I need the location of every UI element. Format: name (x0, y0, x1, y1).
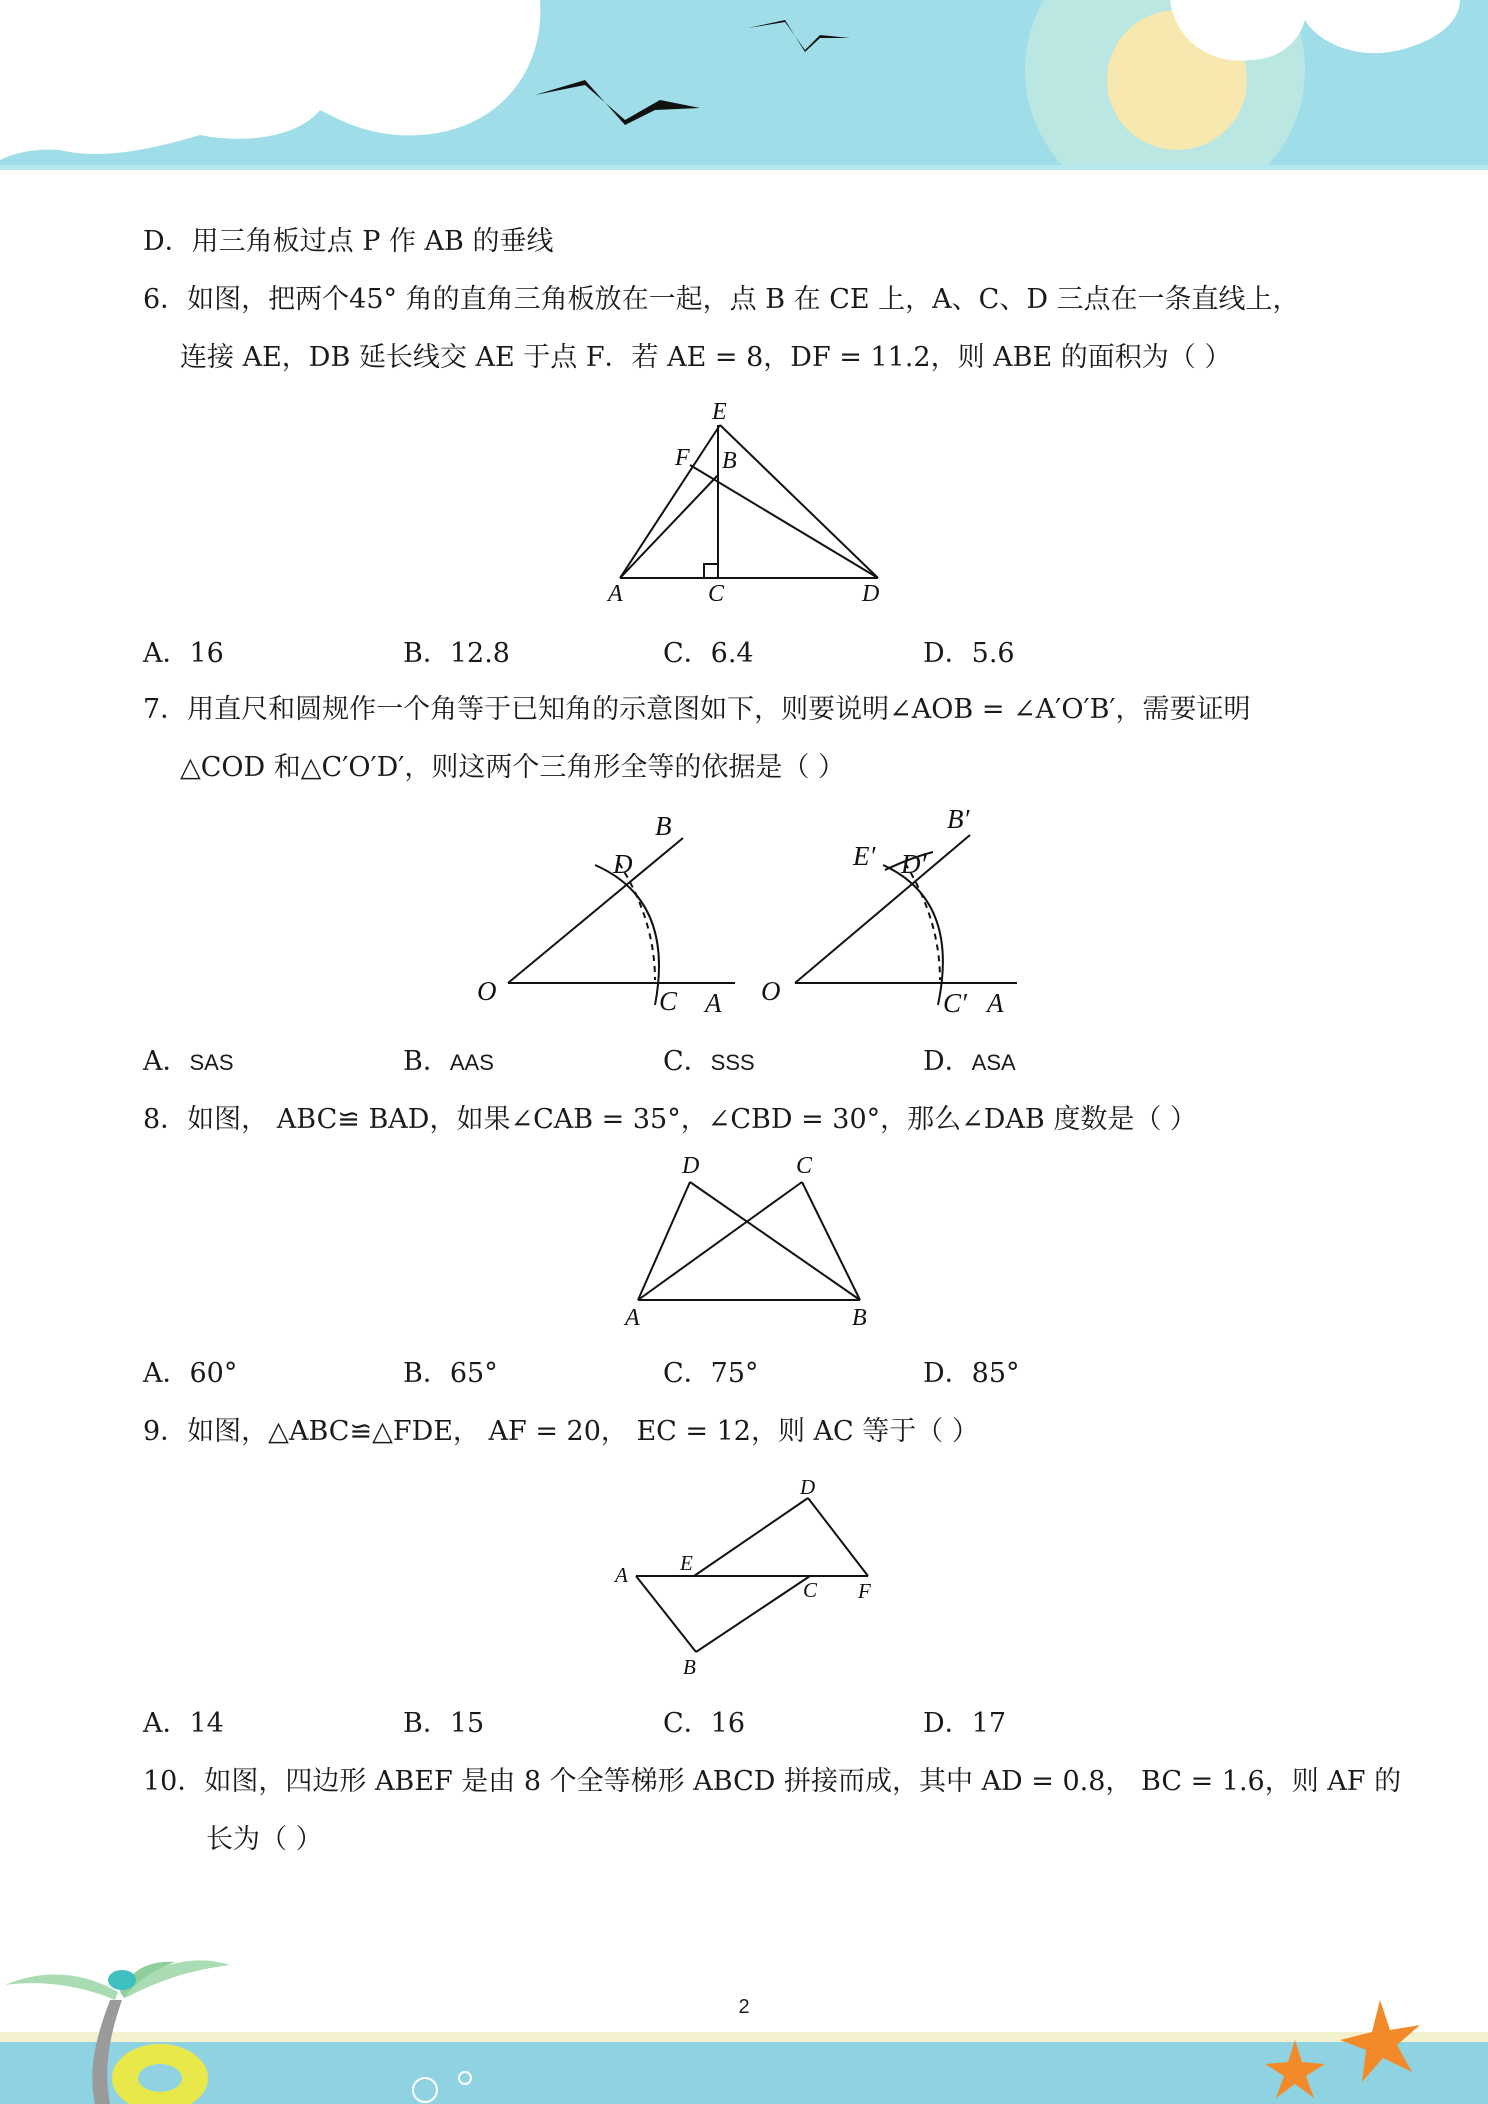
point-label: D (613, 849, 633, 879)
option-b: B．15 (403, 1708, 485, 1739)
question-5-option-d: D．用三角板过点 P 作 AB 的垂线 (143, 226, 554, 257)
point-label: B′ (947, 804, 970, 834)
question-6-figure (600, 395, 900, 615)
coconut-icon (108, 1970, 136, 1990)
point-label: C (659, 986, 678, 1016)
question-6-text: 6．如图，把两个45° 角的直角三角板放在一起，点 B 在 CE 上，A、C、D 三点在一条直线上， (143, 284, 1300, 315)
question-9-figure (610, 1470, 890, 1680)
point-label: B (655, 811, 672, 841)
point-label: C (708, 581, 725, 607)
point-label: A (615, 1563, 628, 1587)
option-d: D．85° (923, 1358, 1020, 1389)
option-d: D．17 (923, 1708, 1007, 1739)
option-a: A．14 (143, 1708, 224, 1739)
question-8-figure (610, 1150, 880, 1335)
point-label: B (722, 448, 737, 474)
question-7-text: △COD 和△C′O′D′，则这两个三角形全等的依据是（ ） (180, 752, 845, 783)
point-label: C′ (943, 988, 967, 1018)
question-7-text: 7．用直尺和圆规作一个角等于已知角的示意图如下，则要说明∠AOB = ∠A′O′B′，需要证明 (143, 694, 1251, 725)
point-label: A (705, 988, 722, 1018)
point-label: D (800, 1475, 816, 1499)
point-label: C (796, 1153, 813, 1179)
point-label: C (803, 1578, 818, 1602)
option-d: D．5.6 (923, 638, 1015, 669)
point-label: B (683, 1655, 696, 1679)
option-b: B．12.8 (403, 638, 510, 669)
point-label: D′ (901, 849, 927, 879)
sea-strip (0, 2040, 1488, 2104)
question-8-text: 8．如图， ABC≌ BAD，如果∠CAB = 35°，∠CBD = 30°，那么∠DAB 度数是（ ） (143, 1104, 1197, 1135)
point-label: A (987, 988, 1004, 1018)
point-label: A (608, 581, 623, 607)
page-number: 2 (738, 1996, 750, 2018)
point-label: O (477, 976, 497, 1006)
question-10-text: 长为（ ） (206, 1824, 323, 1855)
question-9-text: 9．如图，△ABC≌△FDE， AF = 20， EC = 12，则 AC 等于（ ） (143, 1416, 979, 1447)
point-label: E′ (853, 841, 876, 871)
header-decoration (0, 0, 1488, 170)
point-label: D (862, 581, 880, 607)
option-c: C．16 (663, 1708, 746, 1739)
option-b: B．AAS (403, 1046, 494, 1077)
option-c: C．75° (663, 1358, 759, 1389)
point-label: F (858, 1579, 871, 1603)
point-label: A (625, 1305, 640, 1331)
point-label: B (852, 1305, 867, 1331)
option-d: D．ASA (923, 1046, 1016, 1077)
question-6-text: 连接 AE，DB 延长线交 AE 于点 F．若 AE = 8，DF = 11.2，则 ABE 的面积为（ ） (180, 342, 1232, 373)
option-a: A．SAS (143, 1046, 234, 1077)
option-a: A．16 (143, 638, 224, 669)
question-10-text: 10．如图，四边形 ABEF 是由 8 个全等梯形 ABCD 拼接而成，其中 AD = 0.8， BC = 1.6，则 AF 的 (143, 1766, 1402, 1797)
option-a: A．60° (143, 1358, 238, 1389)
point-label: D (682, 1153, 700, 1179)
point-label: O (761, 976, 781, 1006)
point-label: F (675, 445, 690, 471)
option-c: C．6.4 (663, 638, 754, 669)
point-label: E (680, 1551, 693, 1575)
point-label: E (712, 399, 727, 425)
question-7-figure (465, 800, 1035, 1025)
option-b: B．65° (403, 1358, 498, 1389)
option-c: C．SSS (663, 1046, 755, 1077)
